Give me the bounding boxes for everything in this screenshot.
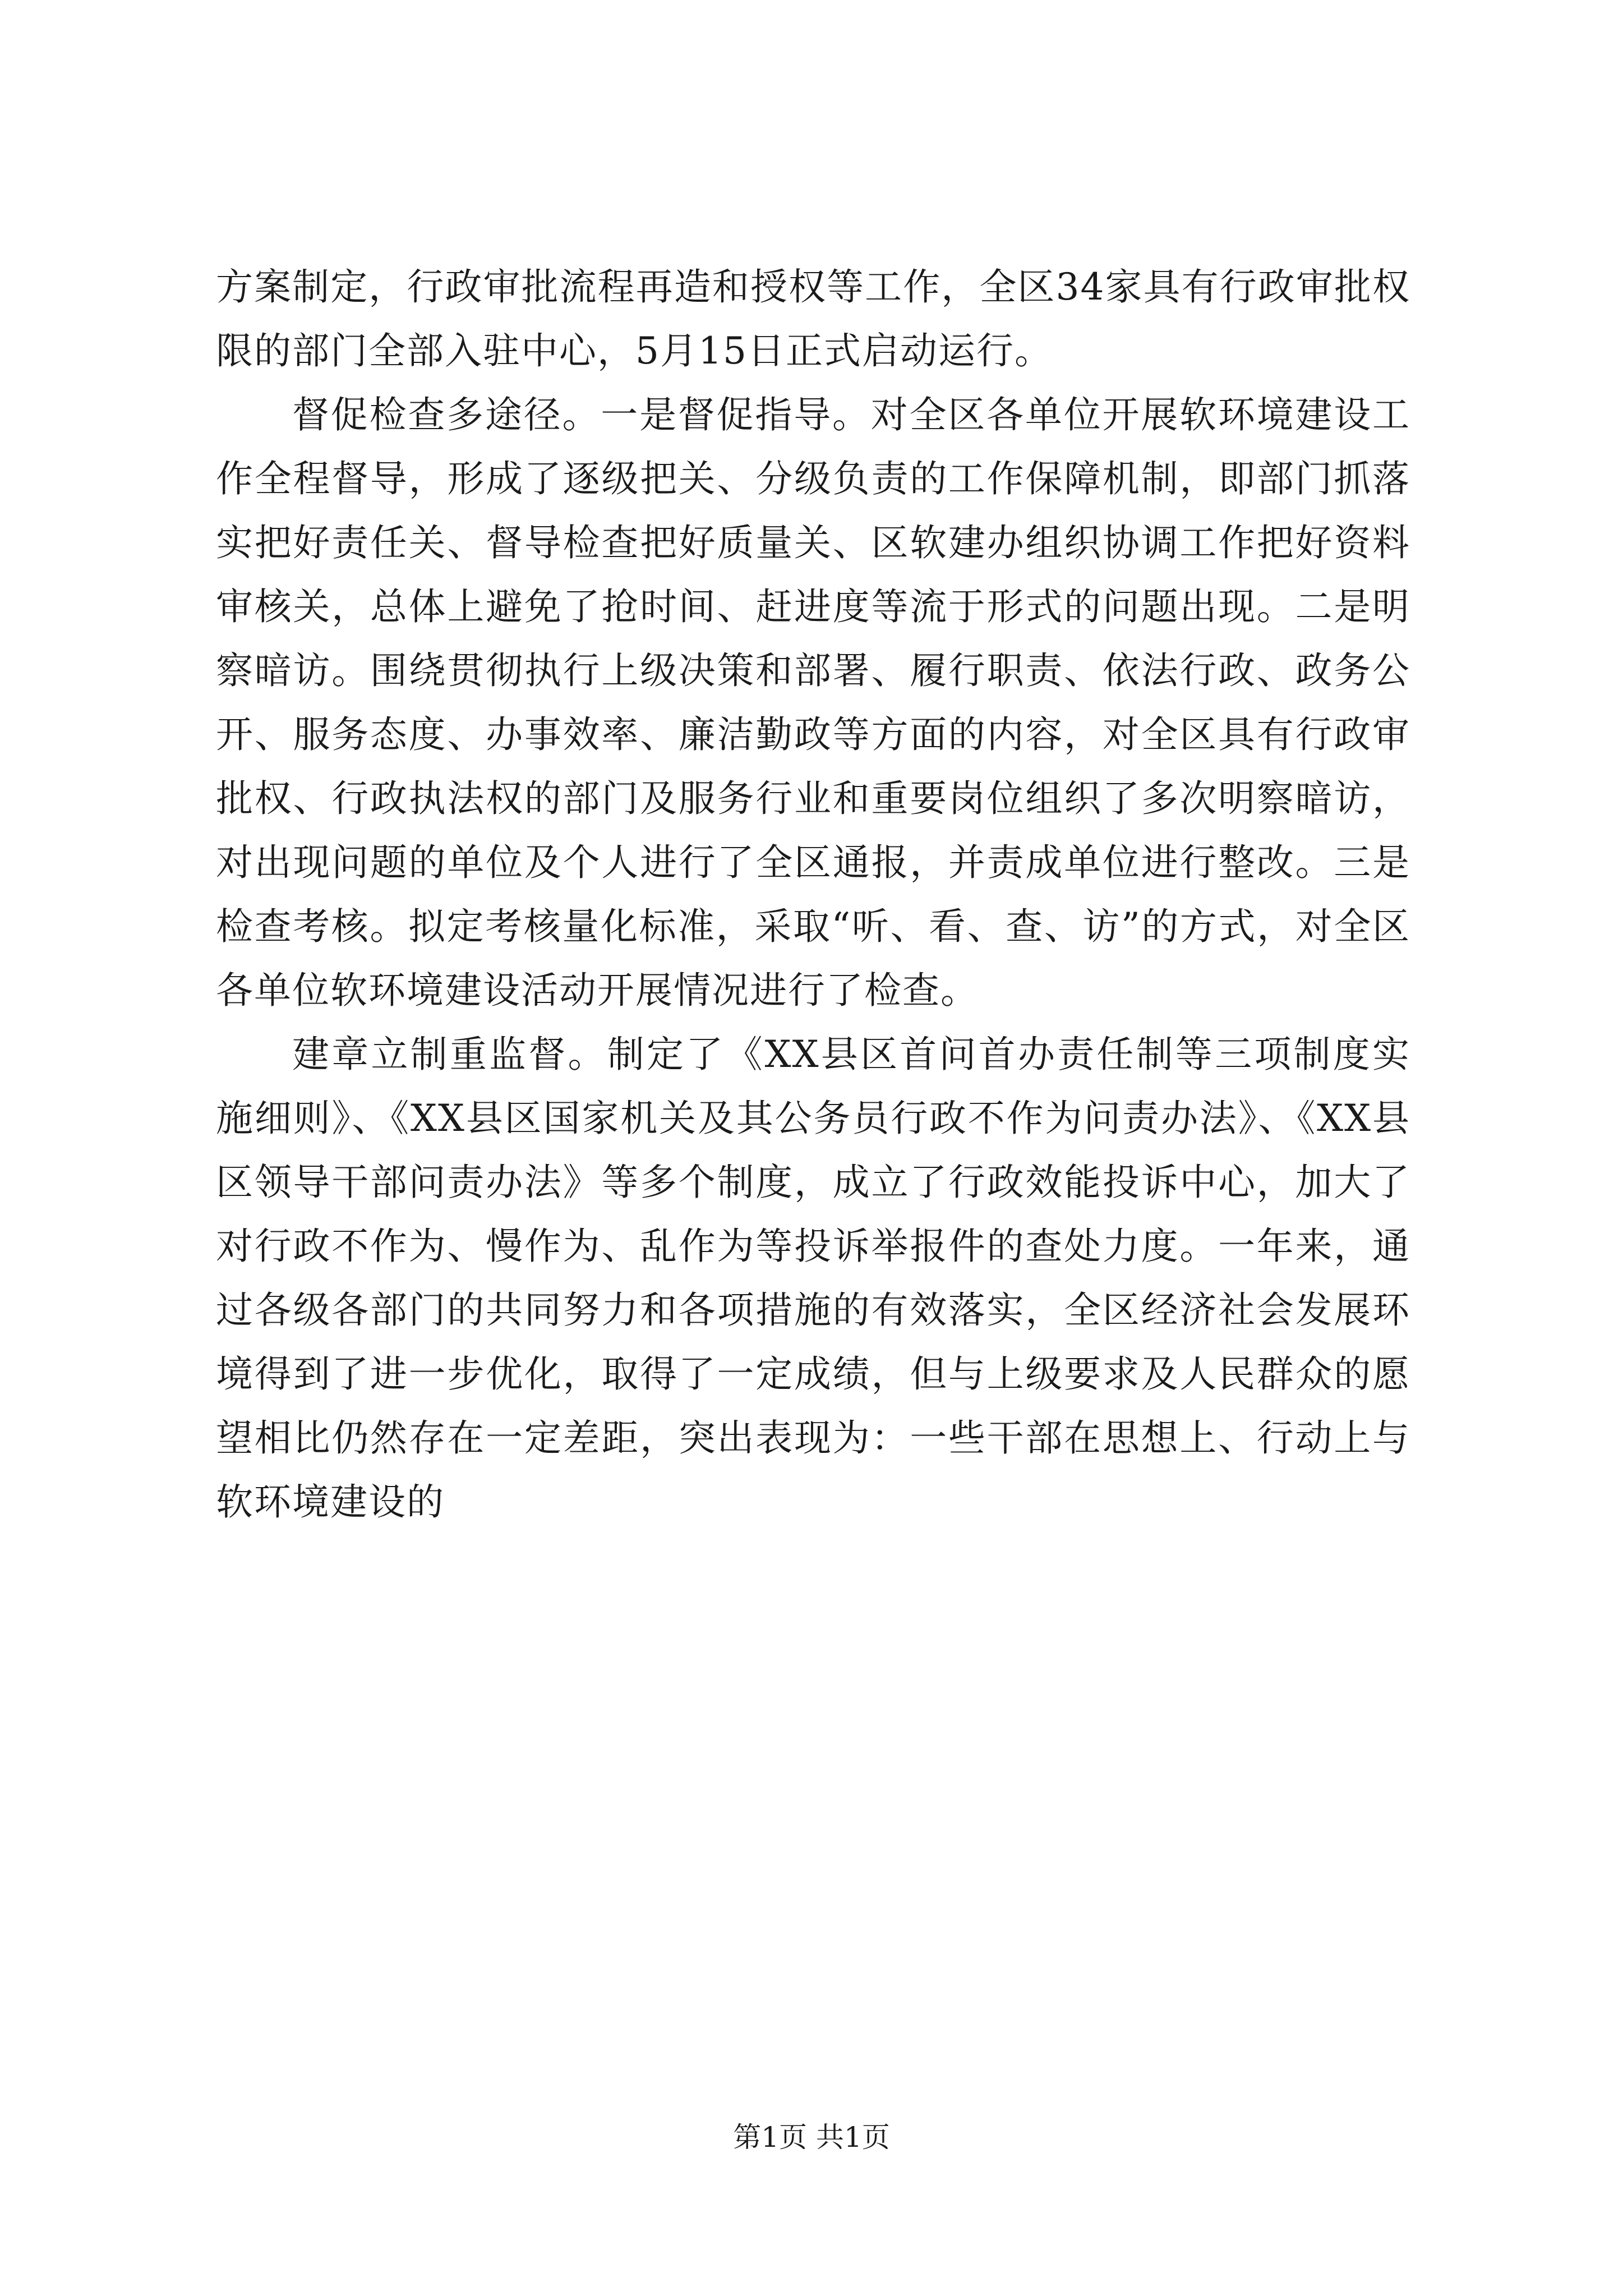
paragraph-1: 方案制定，行政审批流程再造和授权等工作，全区34家具有行政审批权限的部门全部入驻中心，5月15日正式启动运行。	[216, 265, 1410, 372]
page-number-label: 第1页 共1页	[733, 2121, 890, 2154]
body-text	[216, 255, 1410, 1534]
page-footer	[0, 2120, 1623, 2154]
paragraph-3: 建章立制重监督。制定了《XX县区首问首办责任制等三项制度实施细则》、《XX县区国家机关及其公务员行政不作为问责办法》、《XX县区领导干部问责办法》等多个制度，成立了行政效能投诉中心，加大了对行政不作为、慢作为、乱作为等投诉举报件的查处力度。一年来，通过各级各部门的共同努力和各项措施的有效落实，全区经济社会发展环境得到了进一步优化，取得了一定成绩，但与上级要求及人民群众的愿望相比仍然存在一定差距，突出表现为：一些干部在思想上、行动上与软环境建设的	[216, 1033, 1410, 1524]
paragraph-2: 督促检查多途径。一是督促指导。对全区各单位开展软环境建设工作全程督导，形成了逐级把关、分级负责的工作保障机制，即部门抓落实把好责任关、督导检查把好质量关、区软建办组织协调工作把好资料审核关，总体上避免了抢时间、赶进度等流于形式的问题出现。二是明察暗访。围绕贯彻执行上级决策和部署、履行职责、依法行政、政务公开、服务态度、办事效率、廉洁勤政等方面的内容，对全区具有行政审批权、行政执法权的部门及服务行业和重要岗位组织了多次明察暗访，对出现问题的单位及个人进行了全区通报，并责成单位进行整改。三是检查考核。拟定考核量化标准，采取“听、看、查、访”的方式，对全区各单位软环境建设活动开展情况进行了检查。	[216, 393, 1410, 1012]
